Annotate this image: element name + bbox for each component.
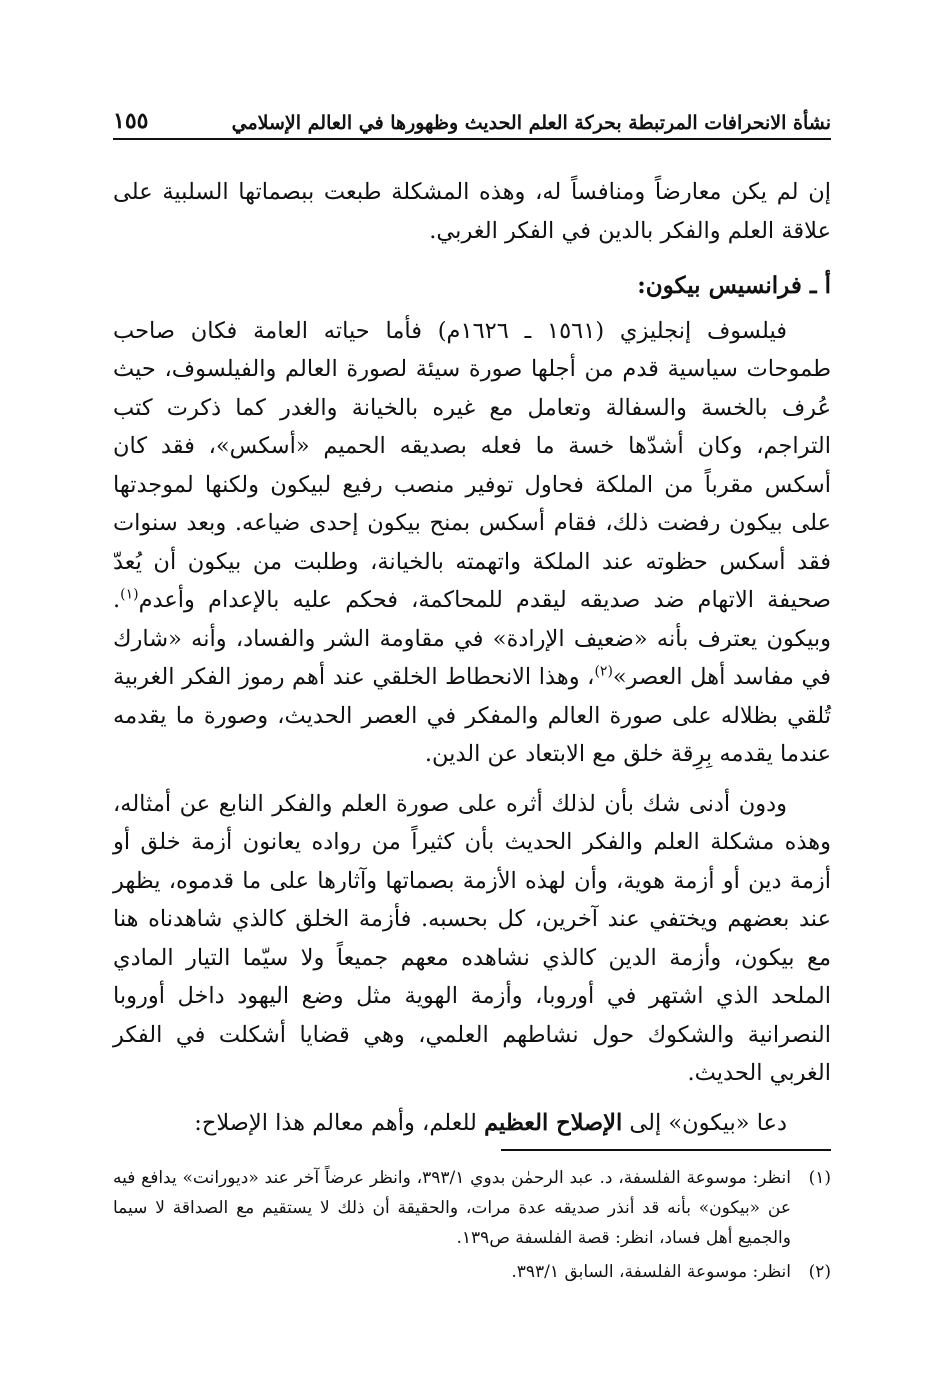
page-number: ١٥٥ [113,108,149,134]
footnote-2 [113,1257,831,1287]
footnote-ref-2[interactable]: (٢) [594,663,613,680]
footnote-number: (١) [808,1168,831,1188]
opening-paragraph: إن لم يكن معارضاً ومنافساً له، وهذه المشكلة طبعت ببصماتها السلبية على علاقة العلم والفكر بالدين في الفكر الغربي. [113,179,831,244]
footnote-1 [113,1163,831,1253]
section-heading: أ ـ فرانسيس بيكون: [637,272,831,299]
footnote-divider [501,1149,831,1151]
footnotes [113,1163,831,1291]
bacon-text-part-3: ، وهذا الانحطاط الخلقي عند أهم رموز الفكر الغربية تُلقي بظلاله على صورة العالم والمفكر في العصر الحديث، وصورة ما يقدمه عندما يقدمه بِرِقة خلق مع الابتعاد عن الدين. [113,664,831,767]
reform-text-after: للعلم، وأهم معالم هذا الإصلاح: [194,1109,485,1136]
bacon-paragraph [113,312,831,774]
reform-paragraph [113,1104,831,1143]
footnote-number: (٢) [808,1262,831,1282]
footnote-text: انظر: موسوعة الفلسفة، السابق ٣٩٣/١. [511,1262,791,1282]
bacon-text-part-1: فيلسوف إنجليزي (١٥٦١ ـ ١٦٢٦م) فأما حياته العامة فكان صاحب طموحات سياسية قدم من أجلها صورة سيئة لصورة العالم والفيلسوف، حيث عُرف بالخسة والسفالة وتعامل مع غيره بالخيانة والغدر كما ذكرت كتب التراجم، وكان أشدّها خسة ما فعله بصديقه الحميم «أسكس»، فقد كان أسكس مقرباً من الملكة فحاول توفير منصب رفيع لبيكون ولكنها لموجدتها على بيكون رفضت ذلك، فقام أسكس بمنح بيكون إحدى ضياعه. وبعد سنوات فقد أسكس حظوته عند الملكة واتهمته بالخيانة، وطلبت من بيكون أن يُعدّ صحيفة الاتهام ضد صديقه ليقدم للمحاكمة، فحكم عليه بالإعدام وأعدم [113,317,831,613]
footnote-text: انظر: موسوعة الفلسفة، د. عبد الرحمٰن بدوي ٣٩٣/١، وانظر عرضاً آخر عند «ديورانت» يدافع فيه عن «بيكون» بأنه قد أنذر صديقه عدة مرات، والحقيقة أن ذلك لا يستقيم مع الصداقة لا سيما والجميع أهل فساد، انظر: قصة الفلسفة ص١٣٩. [113,1168,791,1248]
chapter-title: نشأة الانحرافات المرتبطة بحركة العلم الحديث وظهورها في العالم الإسلامي [231,112,831,134]
reform-emphasis: الإصلاح العظيم [484,1109,623,1136]
crisis-paragraph: ودون أدنى شك بأن لذلك أثره على صورة العلم والفكر النابع عن أمثاله، وهذه مشكلة العلم والفكر الحديث بأن كثيراً من رواده يعانون أزمة خلق أو أزمة دين أو أزمة هوية، وأن لهذه الأزمة بصماتها وآثارها على ما قدموه، يظهر عند بعضهم ويختفي عند آخرين، كل بحسبه. فأزمة الخلق كالذي شاهدناه هنا مع بيكون، وأزمة الدين كالذي نشاهده معهم جميعاً ولا سيّما التيار المادي الملحد الذي اشتهر في أوروبا، وأزمة الهوية مثل وضع اليهود داخل أوروبا النصرانية والشكوك حول نشاطهم العلمي، وهي قضايا أشكلت في الفكر الغربي الحديث. [113,790,831,1086]
footnote-ref-1[interactable]: (١) [120,586,139,603]
running-header [113,100,831,140]
reform-text-before: دعا «بيكون» إلى [622,1109,787,1136]
bacon-text-part-2: . وبيكون يعترف بأنه «ضعيف الإرادة» في مقاومة الشر والفساد، وأنه «شارك في مفاسد أهل العصر» [113,587,831,690]
main-text [113,173,831,1142]
